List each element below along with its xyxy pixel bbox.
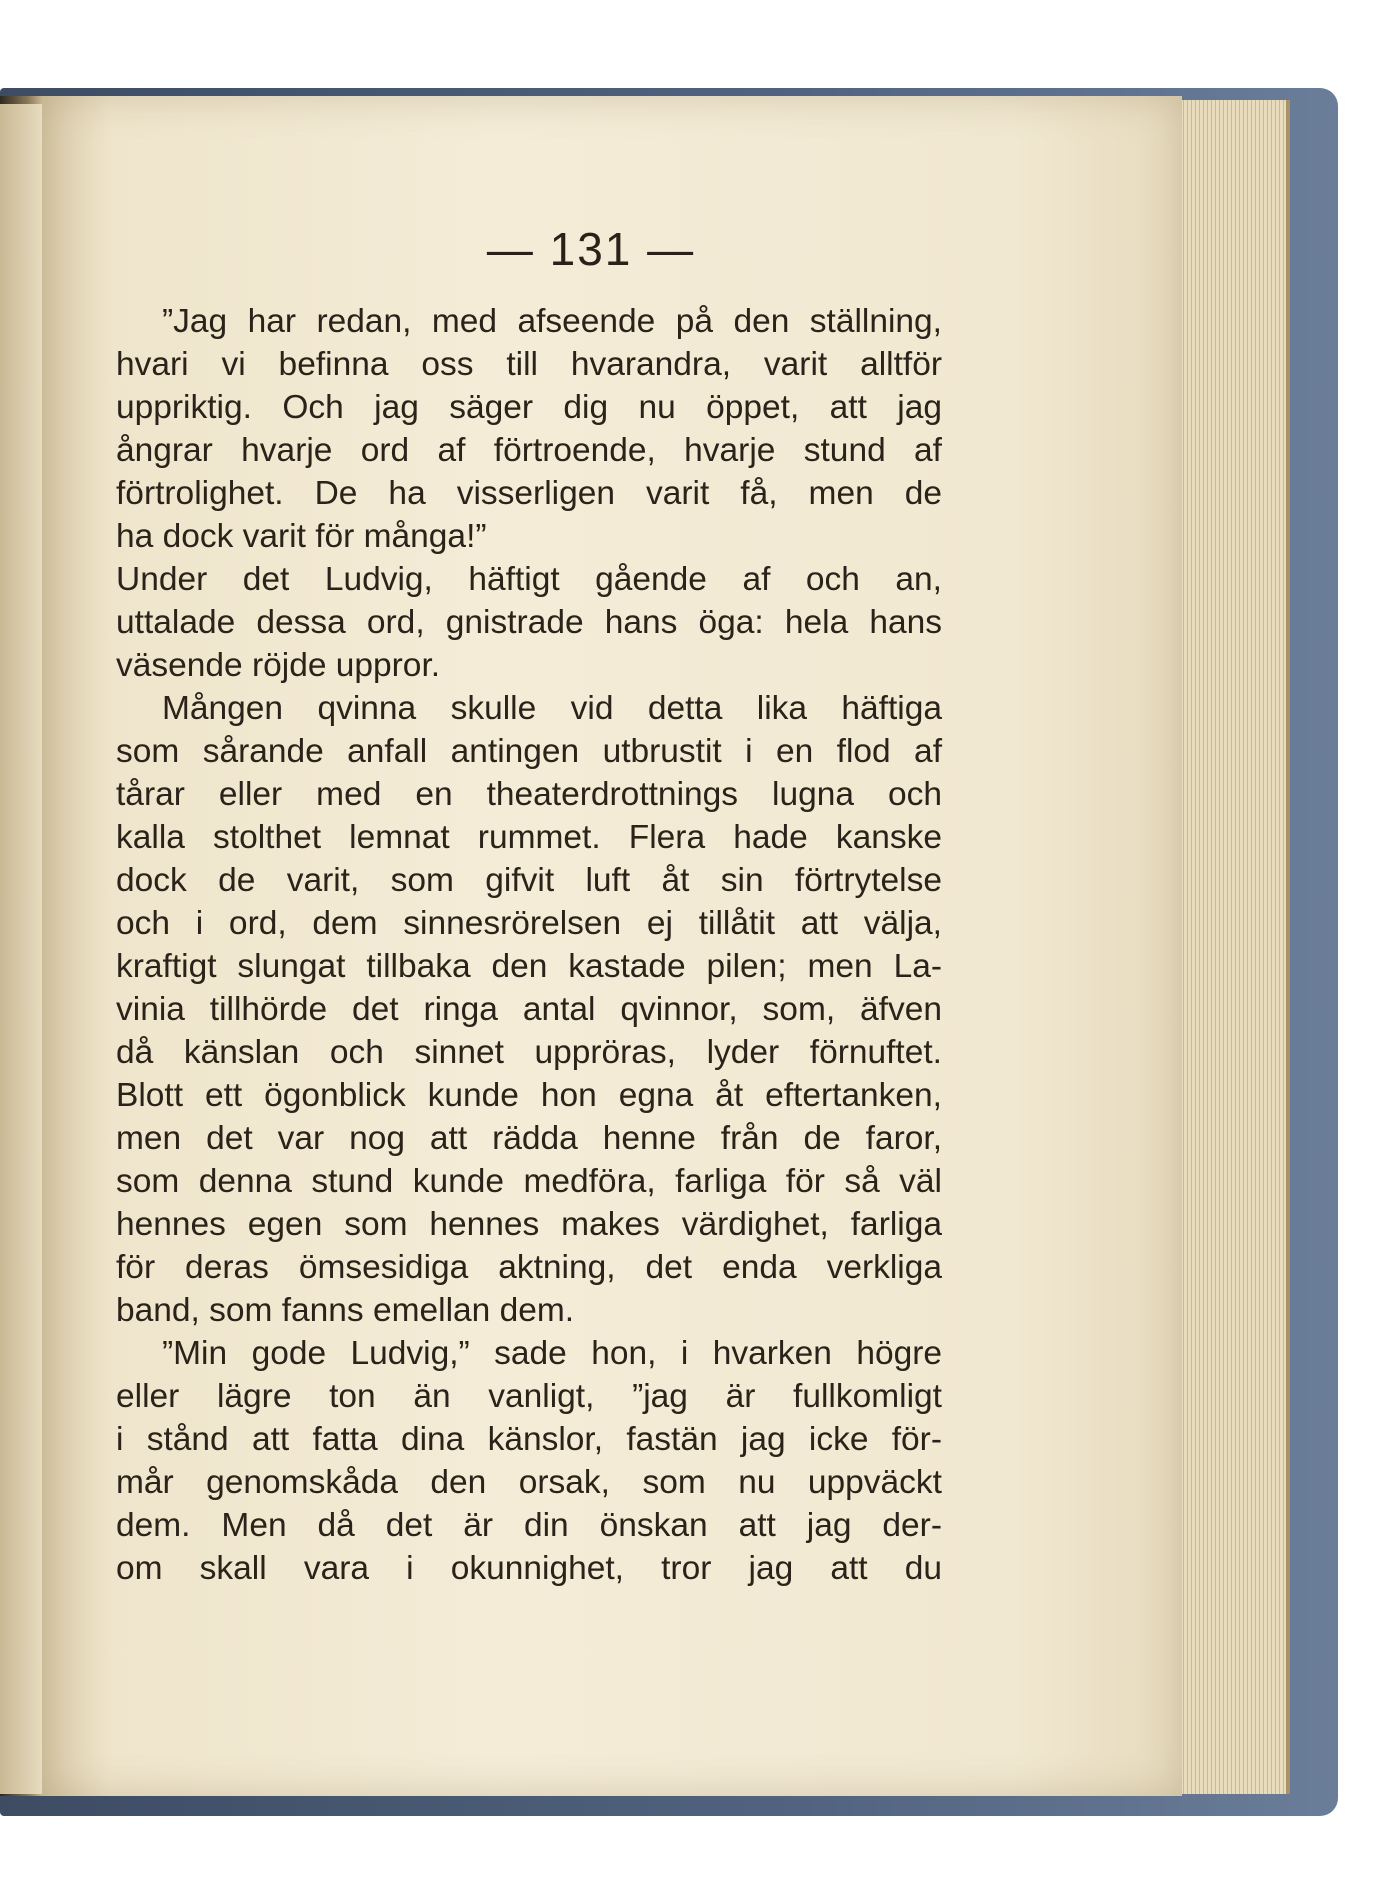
text-line: ha dock varit för många!” — [116, 518, 487, 555]
text-line: då känslan och sinnet uppröras, lyder förnuftet. — [116, 1034, 942, 1071]
text-line: och i ord, dem sinnesrörelsen ej tillåtit att välja, — [116, 905, 942, 942]
text-line: uttalade dessa ord, gnistrade hans öga: hela hans — [116, 604, 942, 641]
page-edges — [1176, 100, 1290, 1794]
text-line: väsende röjde uppror. — [116, 647, 441, 684]
text-line: för deras ömsesidiga aktning, det enda verkliga — [116, 1249, 942, 1286]
text-line: ”Jag har redan, med afseende på den ställning, — [162, 303, 942, 340]
left-page-edge — [0, 104, 42, 1794]
page-number: — 131 — — [486, 223, 696, 275]
text-line: som denna stund kunde medföra, farliga för så väl — [116, 1163, 942, 1200]
text-line: men det var nog att rädda henne från de faror, — [116, 1120, 942, 1157]
text-line: eller lägre ton än vanligt, ”jag är fullkomligt — [116, 1378, 942, 1415]
text-line: som sårande anfall antingen utbrustit i en flod af — [116, 733, 942, 770]
text-line: tårar eller med en theaterdrottnings lugna och — [116, 776, 942, 813]
text-line: dem. Men då det är din önskan att jag der- — [116, 1507, 942, 1544]
text-line: om skall vara i okunnighet, tror jag att du — [116, 1550, 942, 1587]
text-line: förtrolighet. De ha visserligen varit få, men de — [116, 475, 942, 512]
text-line: uppriktig. Och jag säger dig nu öppet, att jag — [116, 389, 942, 426]
text-line: dock de varit, som gifvit luft åt sin förtrytelse — [116, 862, 942, 899]
text-line: mår genomskåda den orsak, som nu uppväckt — [116, 1464, 942, 1501]
text-line: hvari vi befinna oss till hvarandra, varit alltför — [116, 346, 942, 383]
text-line: i stånd att fatta dina känslor, fastän jag icke för- — [116, 1421, 942, 1458]
text-line: vinia tillhörde det ringa antal qvinnor, som, äfven — [116, 991, 942, 1028]
text-line: hennes egen som hennes makes värdighet, farliga — [116, 1206, 942, 1243]
text-line: Under det Ludvig, häftigt gående af och an, — [116, 561, 942, 598]
text-line: Blott ett ögonblick kunde hon egna åt eftertanken, — [116, 1077, 942, 1114]
text-line: band, som fanns emellan dem. — [116, 1292, 575, 1329]
text-line: ångrar hvarje ord af förtroende, hvarje stund af — [116, 432, 942, 469]
page-text — [116, 300, 942, 1590]
text-line: kalla stolthet lemnat rummet. Flera hade kanske — [116, 819, 942, 856]
text-line: ”Min gode Ludvig,” sade hon, i hvarken högre — [162, 1335, 942, 1372]
text-line: kraftigt slungat tillbaka den kastade pilen; men La- — [116, 948, 942, 985]
text-line: Mången qvinna skulle vid detta lika häftiga — [162, 690, 942, 727]
